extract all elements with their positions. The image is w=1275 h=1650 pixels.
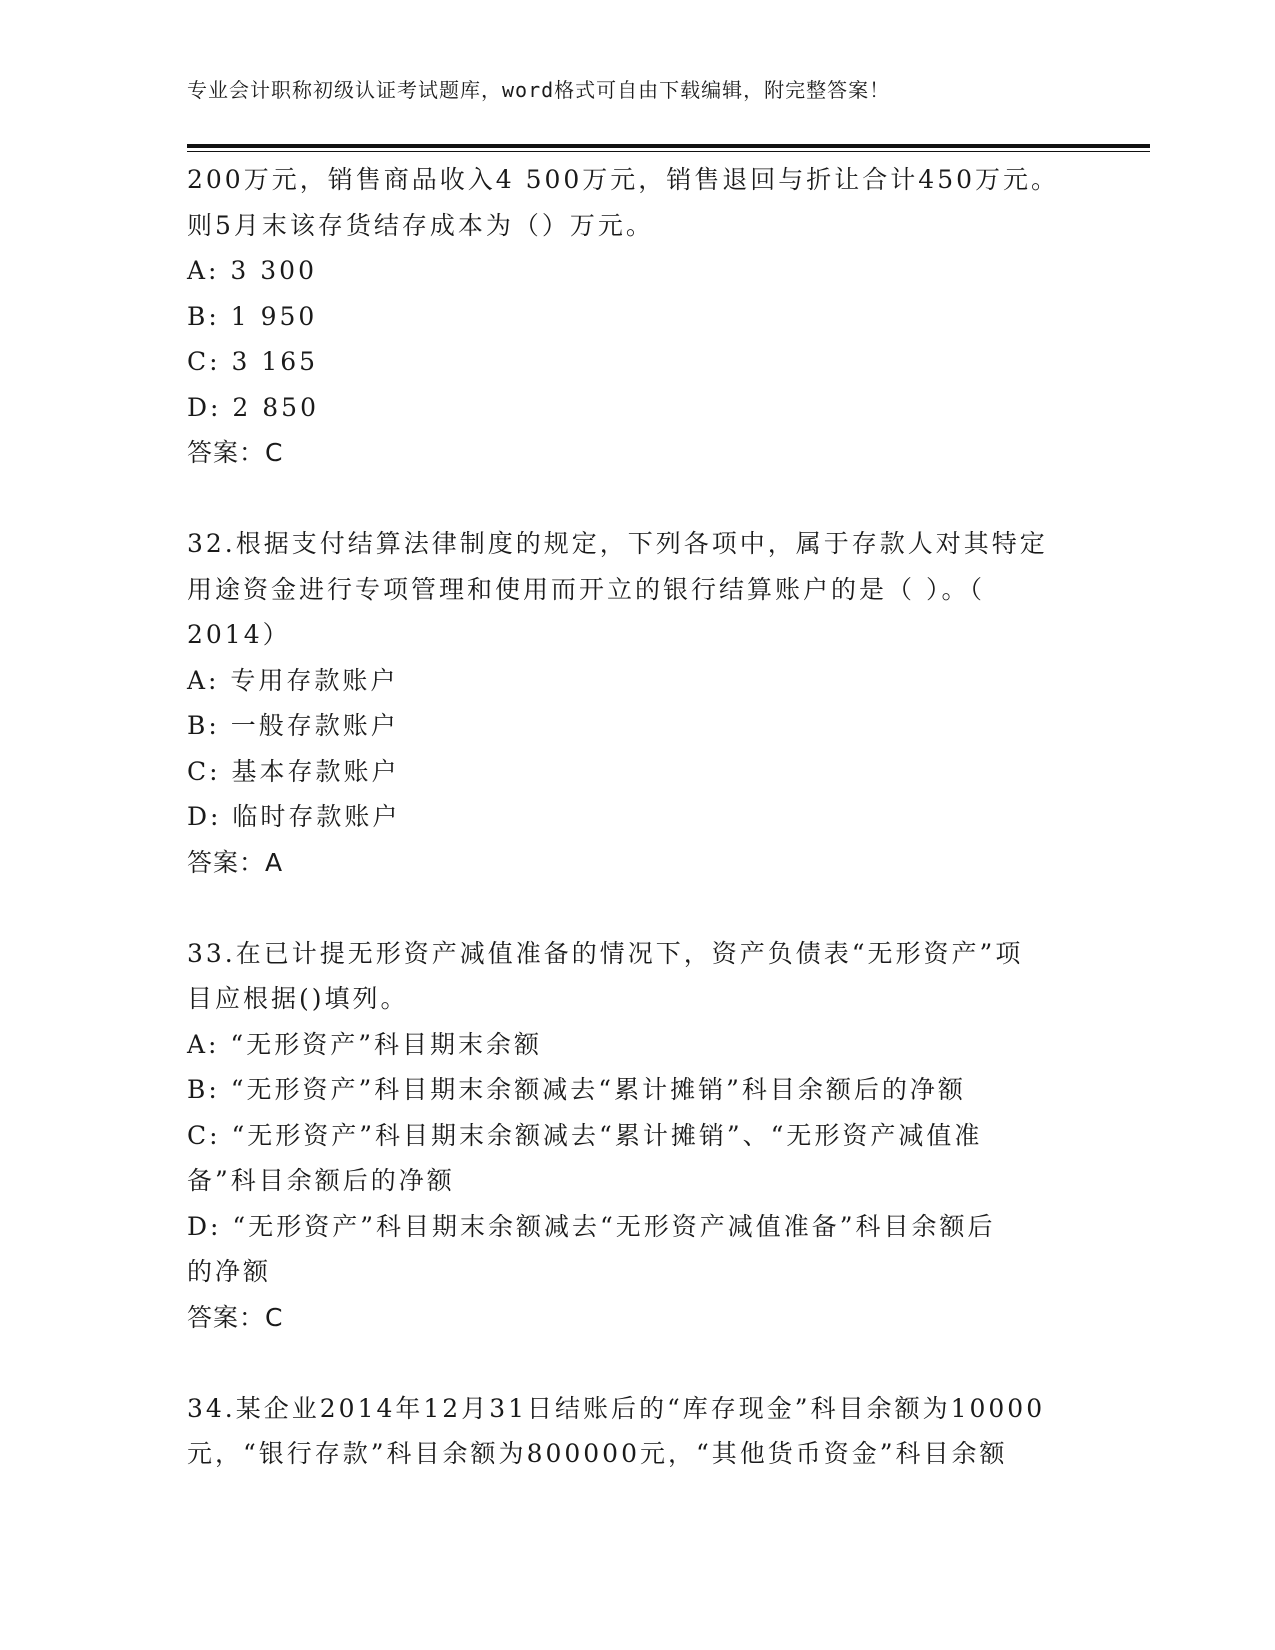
question-34 — [187, 1386, 1087, 1477]
spacer — [187, 885, 1087, 931]
question-31 — [187, 157, 1087, 476]
option-b: B: “无形资产”科目期末余额减去“累计摊销”科目余额后的净额 — [187, 1075, 966, 1104]
option-c: C: “无形资产”科目期末余额减去“累计摊销”、“无形资产减值准 — [187, 1120, 983, 1150]
question-text-line: 元，“银行存款”科目余额为800000元，“其他货币资金”科目余额 — [187, 1439, 1008, 1468]
option-c: C: 3 165 — [187, 347, 319, 376]
answer-line: 答案：C — [187, 1302, 284, 1332]
option-d: D: 临时存款账户 — [187, 802, 401, 831]
option-b: B: 1 950 — [187, 301, 318, 331]
spacer — [187, 1340, 1087, 1386]
question-33 — [187, 931, 1087, 1341]
answer-line: 答案：A — [187, 847, 284, 877]
question-text-line: 2014） — [187, 620, 291, 649]
question-32 — [187, 521, 1087, 885]
spacer — [187, 476, 1087, 522]
header-rule-thick — [187, 144, 1150, 148]
header-rule-thin — [187, 151, 1150, 152]
document-body — [187, 157, 1087, 1477]
option-c-continued: 备”科目余额后的净额 — [187, 1166, 455, 1195]
answer-line: 答案：C — [187, 438, 284, 467]
question-text-line: 目应根据()填列。 — [187, 984, 409, 1013]
question-text-line: 200万元，销售商品收入4 500万元，销售退回与折让合计450万元。 — [187, 165, 1060, 194]
option-c: C: 基本存款账户 — [187, 756, 400, 786]
option-b: B: 一般存款账户 — [187, 711, 399, 740]
option-a: A: 专用存款账户 — [187, 665, 399, 695]
question-text-line: 34.某企业2014年12月31日结账后的“库存现金”科目余额为10000 — [187, 1393, 1046, 1423]
option-d: D: “无形资产”科目期末余额减去“无形资产减值准备”科目余额后 — [187, 1211, 996, 1241]
question-text-line: 33.在已计提无形资产减值准备的情况下，资产负债表“无形资产”项 — [187, 938, 1024, 968]
question-text-line: 32.根据支付结算法律制度的规定，下列各项中，属于存款人对其特定 — [187, 529, 1048, 558]
question-text-line: 用途资金进行专项管理和使用而开立的银行结算账户的是（ ）。（ — [187, 574, 985, 604]
option-a: A: 3 300 — [187, 256, 317, 285]
option-d-continued: 的净额 — [187, 1257, 272, 1286]
question-text-line: 则5月末该存货结存成本为（）万元。 — [187, 210, 654, 240]
option-a: A: “无形资产”科目期末余额 — [187, 1029, 542, 1059]
page-header: 专业会计职称初级认证考试题库，word格式可自由下载编辑，附完整答案！ — [187, 78, 891, 102]
option-d: D: 2 850 — [187, 392, 319, 422]
